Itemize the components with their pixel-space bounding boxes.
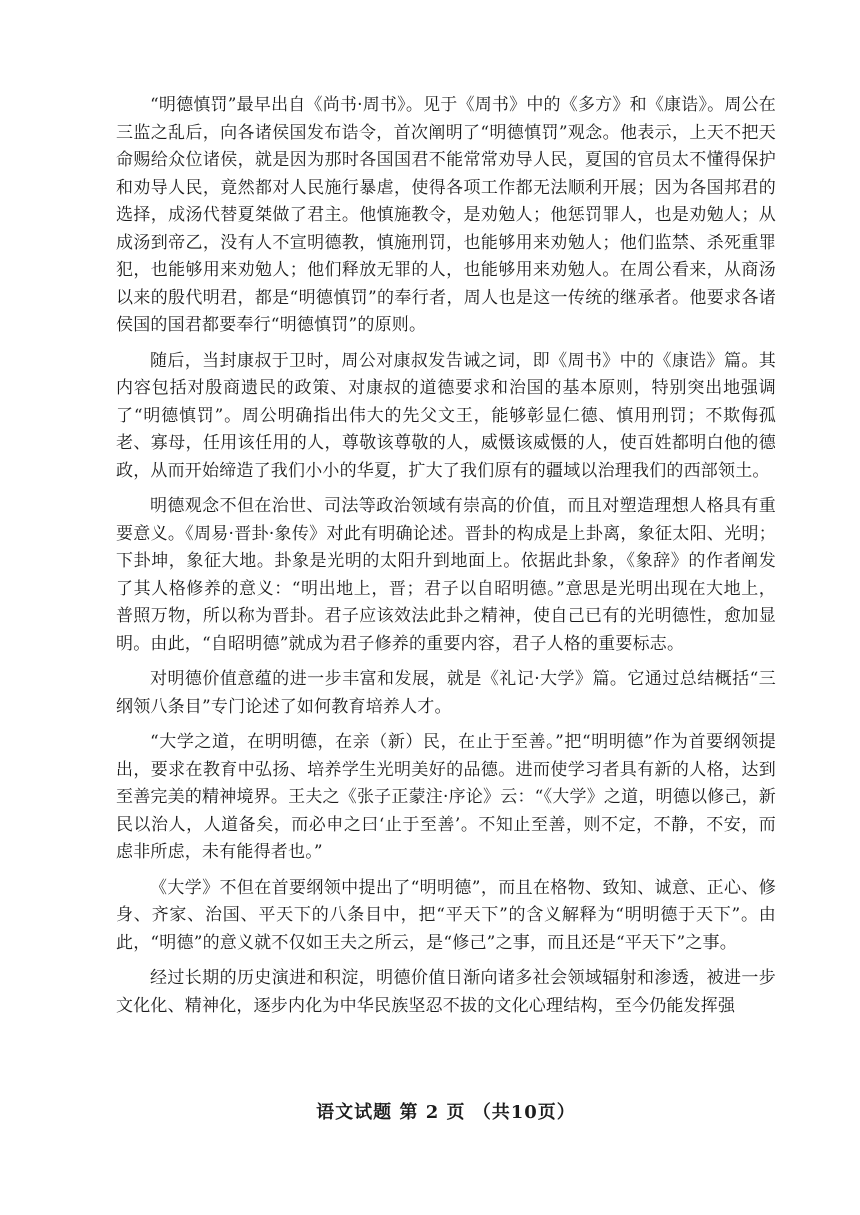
paragraph-6: 《大学》不但在首要纲领中提出了“明明德”，而且在格物、致知、诚意、正心、修身、齐家、治国、平天下的八条目中，把“平天下”的含义解释为“明明德于天下”。由此，“明德”的意义就不仅如王夫之所云，是“修己”之事，而且还是“平天下”之事。 <box>116 877 776 953</box>
paragraph-4: 对明德价值意蕴的进一步丰富和发展，就是《礼记·大学》篇。它通过总结概括“三纲领八条目”专门论述了如何教育培养人才。 <box>116 669 776 717</box>
paragraph-5: “大学之道，在明明德，在亲（新）民，在止于至善。”把“明明德”作为首要纲领提出，要求在教育中弘扬、培养学生光明美好的品德。进而使学习者具有新的人格，达到至善完美的精神境界。王夫之《张子正蒙注·序论》云：“《大学》之道，明德以修己，新民以治人，人道备矣，而必申之曰‘止于至善’。不知止至善，则不定，不静，不安，而虑非所虑，未有能得者也。” <box>116 732 776 862</box>
paragraph-2: 随后，当封康叔于卫时，周公对康叔发告诫之词，即《周书》中的《康诰》篇。其内容包括对殷商遗民的政策、对康叔的道德要求和治国的基本原则，特别突出地强调了“明德慎罚”。周公明确指出伟大的先父文王，能够彰显仁德、慎用刑罚；不欺侮孤老、寡母，任用该任用的人，尊敬该尊敬的人，威慑该威慑的人，使百姓都明白他的德政，从而开始缔造了我们小小的华夏，扩大了我们原有的疆域以治理我们的西部领土。 <box>116 350 776 481</box>
paragraph-3: 明德观念不但在治世、司法等政治领域有崇高的价值，而且对塑造理想人格具有重要意义。《周易·晋卦·象传》对此有明确论述。晋卦的构成是上卦离，象征太阳、光明；下卦坤，象征大地。卦象是光明的太阳升到地面上。依据此卦象，《象辞》的作者阐发了其人格修养的意义：“明出地上，晋；君子以自昭明德。”意思是光明出现在大地上，普照万物，所以称为晋卦。君子应该效法此卦之精神，使自己已有的光明德性，愈加显明。由此，“自昭明德”就成为君子修养的重要内容，君子人格的重要标志。 <box>116 496 776 654</box>
exam-page <box>116 92 776 1192</box>
page-footer: 语文试题 第 2 页 （共10页） <box>316 1102 576 1123</box>
passage-text <box>116 92 776 1020</box>
paragraph-1: “明德慎罚”最早出自《尚书·周书》。见于《周书》中的《多方》和《康诰》。周公在三监之乱后，向各诸侯国发布诰令，首次阐明了“明德慎罚”观念。他表示，上天不把天命赐给众位诸侯，就是因为那时各国国君不能常常劝导人民，夏国的官员太不懂得保护和劝导人民，竟然都对人民施行暴虐，使得各项工作都无法顺利开展；因为各国邦君的选择，成汤代替夏桀做了君主。他慎施教令，是劝勉人；他惩罚罪人，也是劝勉人；从成汤到帝乙，没有人不宣明德教，慎施刑罚，也能够用来劝勉人；他们监禁、杀死重罪犯，也能够用来劝勉人；他们释放无罪的人，也能够用来劝勉人。在周公看来，从商汤以来的殷代明君，都是“明德慎罚”的奉行者，周人也是这一传统的继承者。他要求各诸侯国的国君都要奉行“明德慎罚”的原则。 <box>116 95 776 335</box>
paragraph-7: 经过长期的历史演进和积淀，明德价值日渐向诸多社会领域辐射和渗透，被进一步文化化、精神化，逐步内化为中华民族坚忍不拔的文化心理结构，至今仍能发挥强 <box>116 968 776 1016</box>
